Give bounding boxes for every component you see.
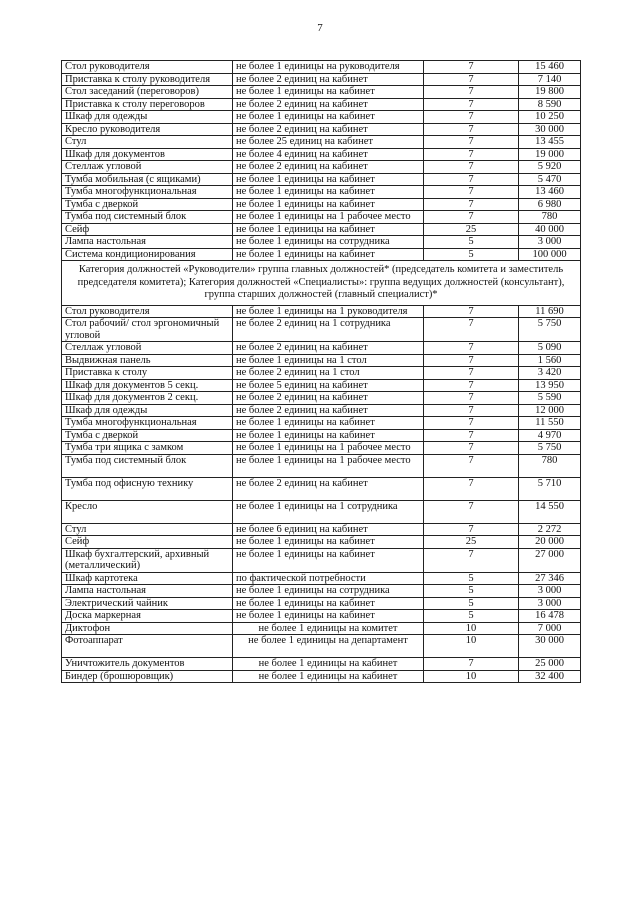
item-name-cell: Приставка к столу переговоров: [62, 98, 233, 111]
item-term-cell: 7: [424, 61, 519, 74]
item-name-cell: Шкаф для документов 2 секц.: [62, 392, 233, 405]
item-norm-cell: не более 1 единицы на 1 рабочее место: [233, 454, 424, 477]
table-row: [62, 305, 581, 318]
item-name-cell: Тумба под системный блок: [62, 211, 233, 224]
item-norm-cell: не более 2 единиц на кабинет: [233, 73, 424, 86]
item-term-cell: 7: [424, 123, 519, 136]
item-norm-cell: не более 1 единицы на кабинет: [233, 597, 424, 610]
item-term-cell: 10: [424, 635, 519, 658]
item-price-cell: 100 000: [519, 248, 581, 261]
item-norm-cell: не более 5 единиц на кабинет: [233, 379, 424, 392]
item-term-cell: 5: [424, 236, 519, 249]
table-section-b: [62, 305, 581, 683]
item-name-cell: Сейф: [62, 223, 233, 236]
item-norm-cell: не более 2 единиц на 1 сотрудника: [233, 318, 424, 342]
item-term-cell: 10: [424, 670, 519, 683]
table-row: [62, 136, 581, 149]
item-name-cell: Тумба многофункциональная: [62, 186, 233, 199]
item-term-cell: 7: [424, 318, 519, 342]
item-norm-cell: не более 1 единицы на кабинет: [233, 173, 424, 186]
item-name-cell: Шкаф для документов: [62, 148, 233, 161]
table-row: [62, 342, 581, 355]
table-row: [62, 318, 581, 342]
item-norm-cell: не более 2 единиц на кабинет: [233, 342, 424, 355]
item-price-cell: 4 970: [519, 429, 581, 442]
item-term-cell: 7: [424, 73, 519, 86]
item-norm-cell: не более 1 единицы на кабинет: [233, 198, 424, 211]
item-term-cell: 25: [424, 536, 519, 549]
table-section-a: [62, 61, 581, 261]
item-price-cell: 16 478: [519, 610, 581, 623]
item-norm-cell: не более 1 единицы на сотрудника: [233, 236, 424, 249]
item-price-cell: 12 000: [519, 404, 581, 417]
table-row: [62, 442, 581, 455]
table-row: [62, 635, 581, 658]
table-row: [62, 248, 581, 261]
item-norm-cell: не более 2 единиц на 1 стол: [233, 367, 424, 380]
item-norm-cell: не более 1 единицы на кабинет: [233, 86, 424, 99]
item-price-cell: 3 000: [519, 597, 581, 610]
table-row: [62, 523, 581, 536]
item-norm-cell: по фактической потребности: [233, 572, 424, 585]
table-row: [62, 536, 581, 549]
item-term-cell: 7: [424, 404, 519, 417]
table-row: [62, 597, 581, 610]
table-row: [62, 379, 581, 392]
item-norm-cell: не более 1 единицы на департамент: [233, 635, 424, 658]
page-number: 7: [317, 22, 323, 34]
furniture-norms-table: [61, 60, 581, 683]
item-price-cell: 5 750: [519, 318, 581, 342]
item-term-cell: 5: [424, 610, 519, 623]
item-price-cell: 30 000: [519, 635, 581, 658]
item-name-cell: Шкаф бухгалтерский, архивный (металлический): [62, 548, 233, 572]
item-name-cell: Кресло руководителя: [62, 123, 233, 136]
item-term-cell: 10: [424, 622, 519, 635]
item-name-cell: Шкаф для документов 5 секц.: [62, 379, 233, 392]
table-row: [62, 572, 581, 585]
item-term-cell: 7: [424, 477, 519, 500]
item-term-cell: 7: [424, 148, 519, 161]
item-name-cell: Стол руководителя: [62, 305, 233, 318]
item-name-cell: Уничтожитель документов: [62, 658, 233, 671]
item-norm-cell: не более 1 единицы на кабинет: [233, 610, 424, 623]
item-norm-cell: не более 1 единицы на кабинет: [233, 536, 424, 549]
item-price-cell: 7 000: [519, 622, 581, 635]
item-name-cell: Тумба с дверкой: [62, 429, 233, 442]
item-price-cell: 13 460: [519, 186, 581, 199]
item-term-cell: 7: [424, 442, 519, 455]
item-term-cell: 7: [424, 500, 519, 523]
table-row: [62, 223, 581, 236]
table-row: [62, 86, 581, 99]
item-name-cell: Тумба под системный блок: [62, 454, 233, 477]
item-term-cell: 7: [424, 548, 519, 572]
item-name-cell: Сейф: [62, 536, 233, 549]
item-price-cell: 5 090: [519, 342, 581, 355]
item-price-cell: 32 400: [519, 670, 581, 683]
item-term-cell: 7: [424, 523, 519, 536]
item-name-cell: Тумба мобильная (с ящиками): [62, 173, 233, 186]
item-price-cell: 19 000: [519, 148, 581, 161]
table-row: [62, 477, 581, 500]
table-row: [62, 367, 581, 380]
item-price-cell: 3 000: [519, 236, 581, 249]
item-price-cell: 30 000: [519, 123, 581, 136]
item-term-cell: 7: [424, 198, 519, 211]
item-price-cell: 13 455: [519, 136, 581, 149]
table-row: [62, 211, 581, 224]
item-price-cell: 6 980: [519, 198, 581, 211]
item-name-cell: Шкаф для одежды: [62, 404, 233, 417]
table-row: [62, 111, 581, 124]
item-norm-cell: не более 1 единицы на 1 рабочее место: [233, 442, 424, 455]
table-row: [62, 148, 581, 161]
item-term-cell: 5: [424, 572, 519, 585]
item-norm-cell: не более 6 единиц на кабинет: [233, 523, 424, 536]
item-price-cell: 11 550: [519, 417, 581, 430]
item-name-cell: Доска маркерная: [62, 610, 233, 623]
item-price-cell: 11 690: [519, 305, 581, 318]
item-price-cell: 14 550: [519, 500, 581, 523]
item-name-cell: Кресло: [62, 500, 233, 523]
item-norm-cell: не более 2 единиц на кабинет: [233, 123, 424, 136]
item-term-cell: 7: [424, 305, 519, 318]
item-price-cell: 1 560: [519, 354, 581, 367]
item-norm-cell: не более 1 единицы на кабинет: [233, 223, 424, 236]
table-row: [62, 392, 581, 405]
table-row: [62, 198, 581, 211]
table-row: [62, 186, 581, 199]
table-row: [62, 236, 581, 249]
item-norm-cell: не более 1 единицы на кабинет: [233, 658, 424, 671]
item-name-cell: Фотоаппарат: [62, 635, 233, 658]
item-price-cell: 2 272: [519, 523, 581, 536]
item-norm-cell: не более 1 единицы на 1 стол: [233, 354, 424, 367]
item-name-cell: Стул: [62, 523, 233, 536]
item-norm-cell: не более 2 единиц на кабинет: [233, 392, 424, 405]
item-term-cell: 7: [424, 417, 519, 430]
item-price-cell: 780: [519, 211, 581, 224]
item-norm-cell: не более 2 единиц на кабинет: [233, 98, 424, 111]
item-price-cell: 27 346: [519, 572, 581, 585]
item-term-cell: 7: [424, 186, 519, 199]
item-price-cell: 27 000: [519, 548, 581, 572]
item-name-cell: Система кондиционирования: [62, 248, 233, 261]
item-name-cell: Тумба под офисную технику: [62, 477, 233, 500]
item-price-cell: 40 000: [519, 223, 581, 236]
item-norm-cell: не более 1 единицы на кабинет: [233, 186, 424, 199]
item-term-cell: 5: [424, 585, 519, 598]
table-row: [62, 429, 581, 442]
item-price-cell: 15 460: [519, 61, 581, 74]
item-name-cell: Лампа настольная: [62, 236, 233, 249]
item-norm-cell: не более 2 единиц на кабинет: [233, 404, 424, 417]
table-row: [62, 500, 581, 523]
item-norm-cell: не более 2 единиц на кабинет: [233, 477, 424, 500]
table-row: [62, 61, 581, 74]
item-price-cell: 5 710: [519, 477, 581, 500]
item-norm-cell: не более 1 единицы на кабинет: [233, 429, 424, 442]
item-name-cell: Стеллаж угловой: [62, 342, 233, 355]
item-price-cell: 3 420: [519, 367, 581, 380]
item-term-cell: 7: [424, 86, 519, 99]
table-row: [62, 585, 581, 598]
item-name-cell: Тумба три ящика с замком: [62, 442, 233, 455]
table-row: [62, 610, 581, 623]
item-term-cell: 7: [424, 367, 519, 380]
item-price-cell: 5 590: [519, 392, 581, 405]
category-row: [62, 261, 581, 306]
item-term-cell: 5: [424, 597, 519, 610]
item-term-cell: 7: [424, 379, 519, 392]
item-name-cell: Стол заседаний (переговоров): [62, 86, 233, 99]
item-price-cell: 5 750: [519, 442, 581, 455]
table-category-section: [62, 261, 581, 306]
table-row: [62, 548, 581, 572]
item-norm-cell: не более 1 единицы на кабинет: [233, 417, 424, 430]
item-price-cell: 13 950: [519, 379, 581, 392]
item-norm-cell: не более 1 единицы на кабинет: [233, 670, 424, 683]
table-row: [62, 73, 581, 86]
table-row: [62, 354, 581, 367]
item-name-cell: Стол руководителя: [62, 61, 233, 74]
item-name-cell: Шкаф для одежды: [62, 111, 233, 124]
item-norm-cell: не более 2 единиц на кабинет: [233, 161, 424, 174]
item-term-cell: 7: [424, 136, 519, 149]
item-term-cell: 7: [424, 454, 519, 477]
table-row: [62, 670, 581, 683]
item-term-cell: 25: [424, 223, 519, 236]
item-term-cell: 7: [424, 98, 519, 111]
table-row: [62, 454, 581, 477]
item-price-cell: 3 000: [519, 585, 581, 598]
item-term-cell: 5: [424, 248, 519, 261]
item-norm-cell: не более 4 единиц на кабинет: [233, 148, 424, 161]
item-term-cell: 7: [424, 161, 519, 174]
item-term-cell: 7: [424, 342, 519, 355]
item-name-cell: Электрический чайник: [62, 597, 233, 610]
item-name-cell: Шкаф картотека: [62, 572, 233, 585]
table-row: [62, 98, 581, 111]
table-row: [62, 622, 581, 635]
item-term-cell: 7: [424, 429, 519, 442]
table-row: [62, 404, 581, 417]
item-term-cell: 7: [424, 111, 519, 124]
item-price-cell: 5 920: [519, 161, 581, 174]
item-name-cell: Биндер (брошюровщик): [62, 670, 233, 683]
item-price-cell: 20 000: [519, 536, 581, 549]
item-price-cell: 8 590: [519, 98, 581, 111]
item-name-cell: Выдвижная панель: [62, 354, 233, 367]
item-name-cell: Диктофон: [62, 622, 233, 635]
table-row: [62, 417, 581, 430]
item-name-cell: Приставка к столу: [62, 367, 233, 380]
item-norm-cell: не более 25 единиц на кабинет: [233, 136, 424, 149]
item-norm-cell: не более 1 единицы на 1 сотрудника: [233, 500, 424, 523]
item-name-cell: Тумба многофункциональная: [62, 417, 233, 430]
item-norm-cell: не более 1 единицы на сотрудника: [233, 585, 424, 598]
item-norm-cell: не более 1 единицы на 1 руководителя: [233, 305, 424, 318]
item-price-cell: 25 000: [519, 658, 581, 671]
category-text: Категория должностей «Руководители» группа главных должностей* (председатель комитета и заместитель председателя комитета); Категория должностей «Специалисты»: группа ведущих должностей (консультант), группа старших должностей (главный специалист)*: [62, 261, 581, 306]
item-name-cell: Приставка к столу руководителя: [62, 73, 233, 86]
item-norm-cell: не более 1 единицы на кабинет: [233, 248, 424, 261]
item-term-cell: 7: [424, 173, 519, 186]
table-row: [62, 161, 581, 174]
item-price-cell: 5 470: [519, 173, 581, 186]
item-norm-cell: не более 1 единицы на комитет: [233, 622, 424, 635]
table-row: [62, 173, 581, 186]
table-row: [62, 658, 581, 671]
item-price-cell: 10 250: [519, 111, 581, 124]
item-name-cell: Лампа настольная: [62, 585, 233, 598]
item-term-cell: 7: [424, 211, 519, 224]
table-row: [62, 123, 581, 136]
item-name-cell: Стол рабочий/ стол эргономичный угловой: [62, 318, 233, 342]
item-norm-cell: не более 1 единицы на 1 рабочее место: [233, 211, 424, 224]
item-norm-cell: не более 1 единицы на кабинет: [233, 548, 424, 572]
item-price-cell: 7 140: [519, 73, 581, 86]
item-norm-cell: не более 1 единицы на руководителя: [233, 61, 424, 74]
item-price-cell: 780: [519, 454, 581, 477]
item-name-cell: Стеллаж угловой: [62, 161, 233, 174]
item-name-cell: Тумба с дверкой: [62, 198, 233, 211]
item-norm-cell: не более 1 единицы на кабинет: [233, 111, 424, 124]
item-price-cell: 19 800: [519, 86, 581, 99]
item-name-cell: Стул: [62, 136, 233, 149]
item-term-cell: 7: [424, 392, 519, 405]
item-term-cell: 7: [424, 658, 519, 671]
item-term-cell: 7: [424, 354, 519, 367]
